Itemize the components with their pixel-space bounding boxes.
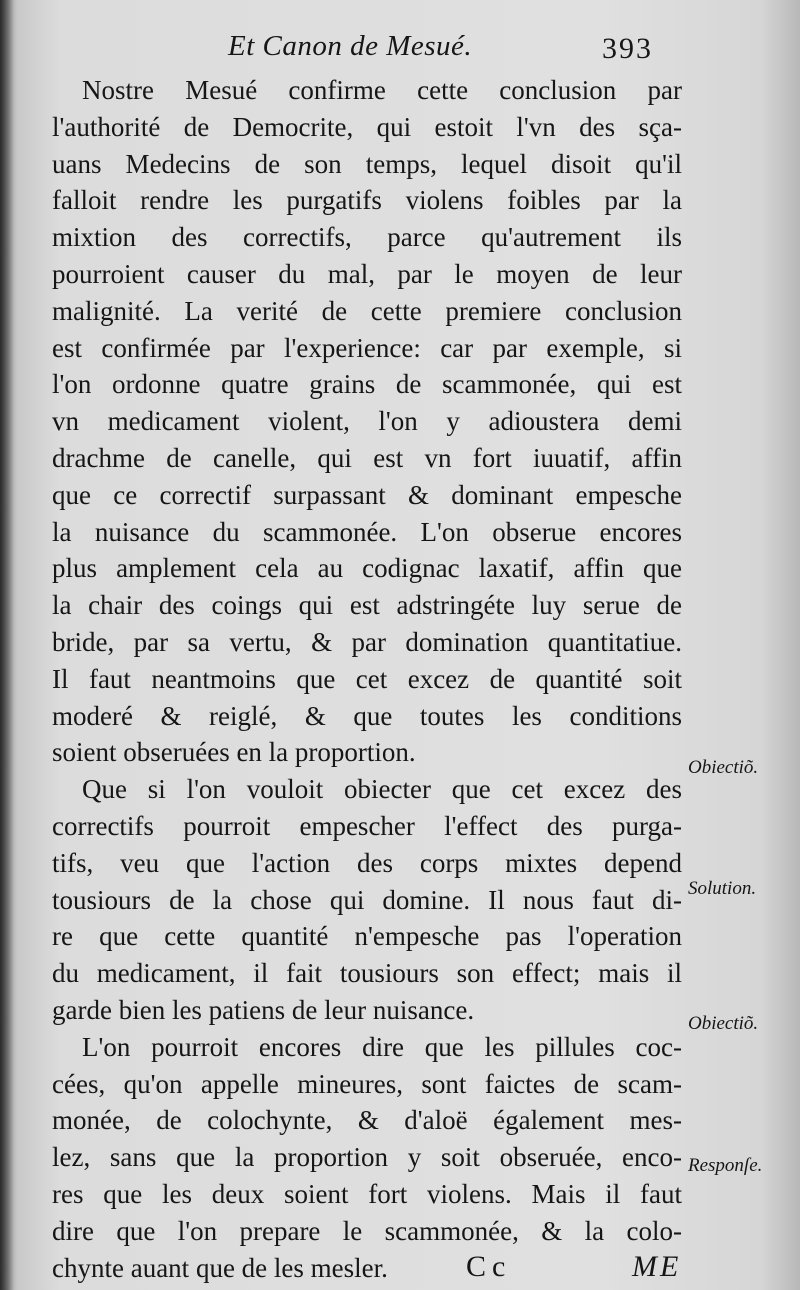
text-line: garde bien les patiens de leur nuisance. bbox=[52, 994, 475, 1025]
signature-mark: Cc bbox=[466, 1250, 512, 1283]
text-line: drachme de canelle, qui est vn fort iuuatif, affin bbox=[52, 442, 682, 473]
text-line: la nuisance du scammonée. L'on obserue encores bbox=[52, 516, 682, 547]
text-line: Que si l'on vouloit obiecter que cet excez des bbox=[82, 774, 682, 805]
text-line: l'authorité de Democrite, qui estoit l'vn des sça- bbox=[52, 111, 682, 142]
text-line: moderé & reiglé, & que toutes les conditions bbox=[52, 700, 682, 731]
text-line: correctifs pourroit empescher l'effect des purga- bbox=[52, 810, 682, 841]
text-line: tousiours de la chose qui domine. Il nous faut di- bbox=[52, 884, 682, 915]
text-line: re que cette quantité n'empesche pas l'operation bbox=[52, 921, 682, 952]
text-line: res que les deux soient fort violens. Mais il faut bbox=[52, 1178, 682, 1209]
margin-note-solution: Solution. bbox=[688, 878, 757, 899]
text-line: chynte auant que de les mesler. bbox=[52, 1252, 388, 1283]
text-line: la chair des coings qui est adstringéte luy serue de bbox=[52, 590, 682, 621]
text-line: dire que l'on prepare le scammonée, & la colo- bbox=[52, 1215, 682, 1246]
text-line: soient obseruées en la proportion. bbox=[52, 737, 416, 768]
margin-note-response: Responſe. bbox=[688, 1155, 763, 1176]
body-text bbox=[52, 72, 682, 1286]
text-line: l'on ordonne quatre grains de scammonée, qui est bbox=[52, 369, 682, 400]
text-line: lez, sans que la proportion y soit obseruée, enco- bbox=[52, 1142, 682, 1173]
text-line: Il faut neantmoins que cet excez de quantité soit bbox=[52, 663, 682, 694]
text-line: cées, qu'on appelle mineures, sont faictes de scam- bbox=[52, 1068, 682, 1099]
text-line: bride, par sa vertu, & par domination quantitatiue. bbox=[52, 626, 682, 657]
running-title: Et Canon de Mesué. bbox=[228, 30, 473, 62]
text-line: que ce correctif surpassant & dominant empesche bbox=[52, 479, 682, 510]
text-line: monée, de colochynte, & d'aloë également mes- bbox=[52, 1105, 682, 1136]
text-line: mixtion des correctifs, parce qu'autrement ils bbox=[52, 222, 682, 253]
text-line: est confirmée par l'experience: car par exemple, si bbox=[52, 332, 682, 363]
text-line: vn medicament violent, l'on y adioustera demi bbox=[52, 406, 682, 437]
catchword: ME bbox=[632, 1250, 682, 1283]
text-line: tifs, veu que l'action des corps mixtes depend bbox=[52, 847, 682, 878]
margin-note-objection: Obiectiõ. bbox=[688, 1013, 759, 1034]
binding-shadow bbox=[0, 0, 14, 1290]
text-line: Nostre Mesué confirme cette conclusion par bbox=[82, 75, 682, 105]
text-line: plus amplement cela au codignac laxatif, affin que bbox=[52, 553, 682, 584]
page-number: 393 bbox=[602, 32, 653, 65]
text-line: uans Medecins de son temps, lequel disoit qu'il bbox=[52, 148, 682, 179]
text-line: malignité. La verité de cette premiere conclusion bbox=[52, 295, 682, 326]
text-line: falloit rendre les purgatifs violens foibles par la bbox=[52, 185, 682, 216]
text-line: du medicament, il fait tousiours son effect; mais il bbox=[52, 958, 682, 989]
margin-note-objection: Obiectiõ. bbox=[688, 757, 759, 778]
text-line: pourroient causer du mal, par le moyen de leur bbox=[52, 258, 682, 289]
text-line: L'on pourroit encores dire que les pillules coc- bbox=[82, 1031, 682, 1062]
